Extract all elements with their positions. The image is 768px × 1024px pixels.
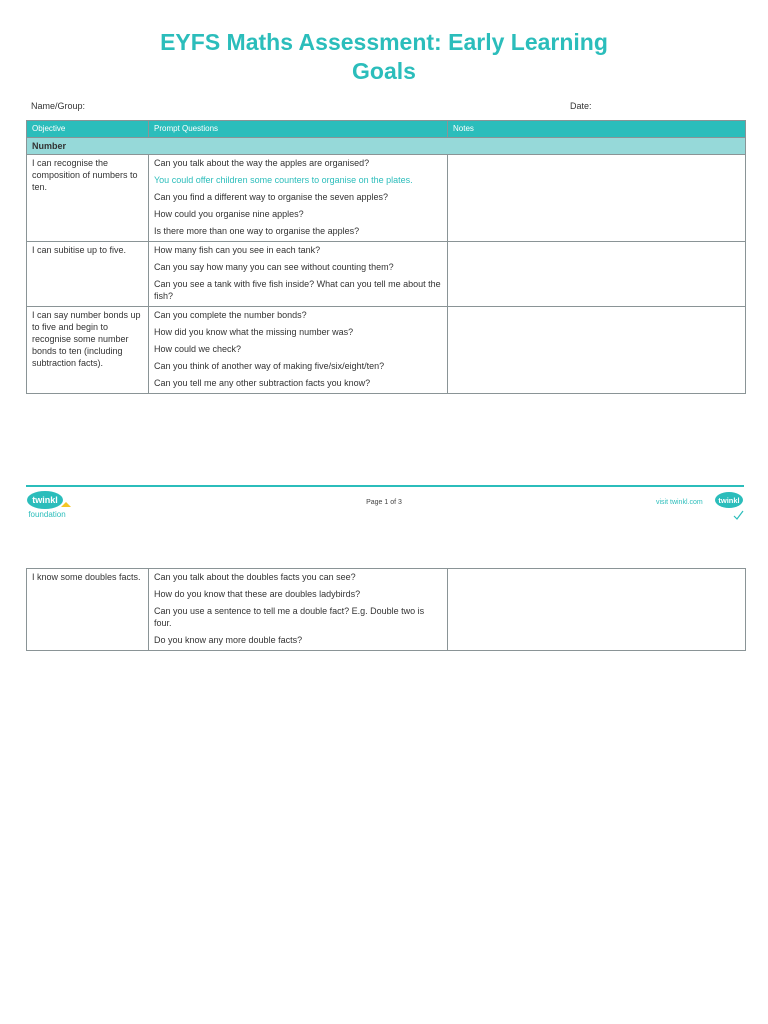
date-label: Date: — [570, 101, 592, 111]
prompt-question: Can you talk about the way the apples are organised? — [154, 158, 370, 168]
header-objective: Objective — [27, 121, 149, 138]
header-prompt-questions: Prompt Questions — [149, 121, 448, 138]
table-header-row — [27, 121, 746, 138]
questions-cell — [149, 242, 448, 307]
prompt-question: How did you know what the missing number was? — [154, 327, 354, 337]
prompt-question: Can you think of another way of making five/six/eight/ten? — [154, 361, 385, 371]
prompt-question: Can you complete the number bonds? — [154, 310, 307, 320]
logo-right-text: twinkl — [718, 496, 740, 505]
prompt-question: Do you know any more double facts? — [154, 635, 303, 645]
notes-cell[interactable] — [448, 569, 746, 651]
table-row — [27, 155, 746, 242]
assessment-table — [26, 120, 746, 394]
prompt-question: Can you use a sentence to tell me a double fact? E.g. Double two is four. — [154, 606, 425, 628]
name-group-label: Name/Group: — [31, 101, 86, 111]
page-number: Page 1 of 3 — [366, 499, 402, 506]
notes-cell[interactable] — [448, 242, 746, 307]
prompt-question: How do you know that these are doubles ladybirds? — [154, 589, 361, 599]
document-title — [0, 28, 768, 86]
prompt-question: How could we check? — [154, 344, 242, 354]
title-line-1: EYFS Maths Assessment: Early Learning — [160, 29, 608, 55]
footer-divider — [26, 485, 744, 487]
logo-left-subtext: foundation — [28, 510, 66, 519]
notes-cell[interactable] — [448, 155, 746, 242]
prompt-question: How many fish can you see in each tank? — [154, 245, 321, 255]
section-row — [27, 138, 746, 155]
twinkl-logo — [713, 489, 745, 521]
teacher-note: You could offer children some counters to organise on the plates. — [154, 175, 413, 185]
prompt-question: How could you organise nine apples? — [154, 209, 304, 219]
title-line-2: Goals — [352, 58, 416, 84]
table-row — [27, 242, 746, 307]
assessment-table-continued — [26, 568, 746, 651]
prompt-question: Can you talk about the doubles facts you can see? — [154, 572, 356, 582]
prompt-question: Can you find a different way to organise the seven apples? — [154, 192, 388, 202]
questions-cell — [149, 569, 448, 651]
objective-cell: I can say number bonds up to five and begin to recognise some number bonds to ten (including subtraction facts). — [27, 307, 149, 394]
header-notes: Notes — [448, 121, 746, 138]
objective-cell: I can subitise up to five. — [27, 242, 149, 307]
prompt-question: Can you tell me any other subtraction facts you know? — [154, 378, 371, 388]
table-row — [27, 307, 746, 394]
prompt-question: Is there more than one way to organise the apples? — [154, 226, 360, 236]
visit-link[interactable]: visit twinkl.com — [656, 499, 703, 506]
questions-cell — [149, 307, 448, 394]
objective-cell: I know some doubles facts. — [27, 569, 149, 651]
notes-cell[interactable] — [448, 307, 746, 394]
logo-left-text: twinkl — [32, 495, 58, 505]
prompt-question: Can you say how many you can see without counting them? — [154, 262, 394, 272]
objective-cell: I can recognise the composition of numbers to ten. — [27, 155, 149, 242]
questions-cell — [149, 155, 448, 242]
section-label: Number — [27, 138, 746, 155]
prompt-question: Can you see a tank with five fish inside? What can you tell me about the fish? — [154, 279, 441, 301]
table-row — [27, 569, 746, 651]
